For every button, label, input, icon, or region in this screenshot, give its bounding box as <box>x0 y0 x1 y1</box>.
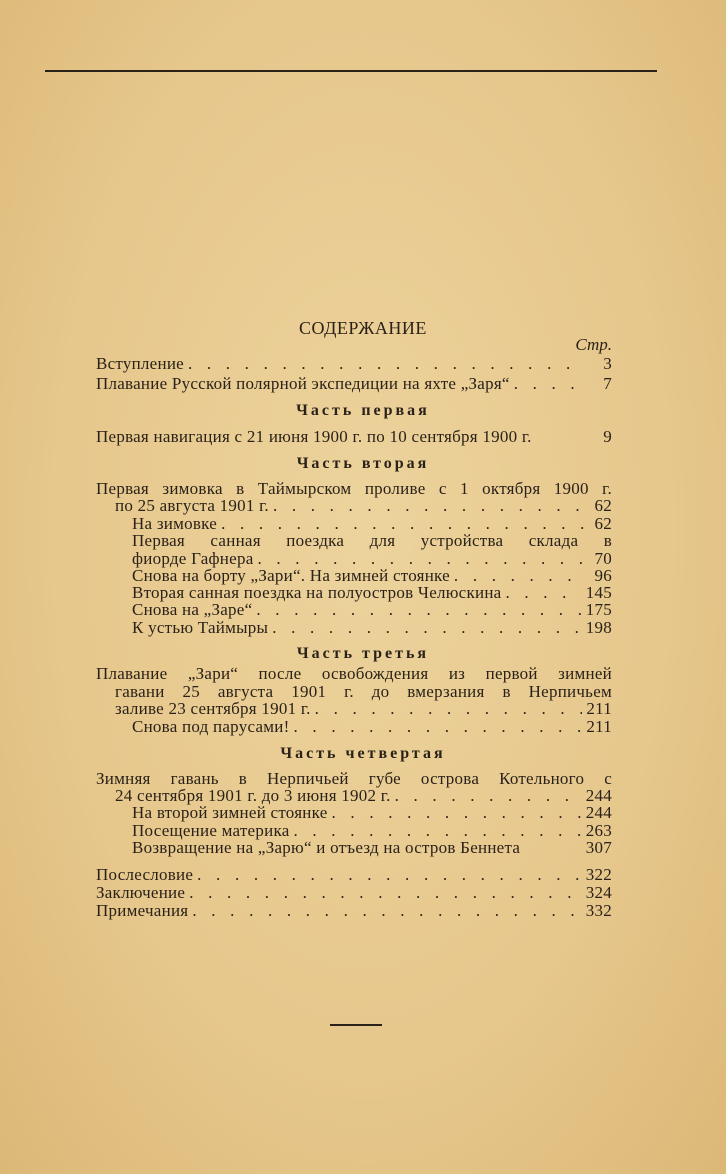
entry-title: 24 сентября 1901 г. до 3 июня 1902 г. <box>115 786 391 805</box>
dot-leader <box>505 584 581 602</box>
page-number: 175 <box>585 600 612 619</box>
dot-leader <box>514 375 586 393</box>
toc-entry <box>96 866 612 884</box>
dot-leader <box>197 866 582 884</box>
toc-entry-line <box>96 665 612 683</box>
top-rule <box>45 70 657 72</box>
entry-title: Зимняя гавань в Нерпичьей губе острова Котельного с <box>96 769 612 788</box>
toc-entry <box>132 804 612 822</box>
page-number: 244 <box>585 786 612 805</box>
toc-entry <box>96 375 612 393</box>
entry-title: Вторая санная поездка на полуостров Челюскина <box>132 583 502 602</box>
entry-title: Снова на „Заре“ <box>132 600 253 619</box>
entry-title: Плавание Русской полярной экспедиции на яхте „Заря“ <box>96 374 510 393</box>
page-number: 70 <box>594 549 612 568</box>
page-number: 62 <box>594 496 612 515</box>
entry-title: Снова под парусами! <box>132 717 290 736</box>
entry-title: Заключение <box>96 883 186 902</box>
part-heading: Часть четвертая <box>280 745 446 762</box>
toc-entry <box>96 902 612 920</box>
entry-title: Плавание „Зари“ после освобождения из первой зимней <box>96 664 612 683</box>
toc-entry <box>96 428 612 446</box>
dot-leader <box>256 601 581 619</box>
page-number: 244 <box>585 803 612 822</box>
dot-leader <box>272 619 582 637</box>
entry-title: Вступление <box>96 354 184 373</box>
page-number: 211 <box>586 699 612 718</box>
page-number: 96 <box>594 566 612 585</box>
entry-title: гавани 25 августа 1901 г. до вмерзания в Нерпичьем <box>115 682 612 701</box>
toc-entry <box>132 839 612 857</box>
entry-title: Первая зимовка в Таймырском проливе с 1 октября 1900 г. <box>96 479 612 498</box>
entry-title: Возвращение на „Зарю“ и отъезд на остров Беннета <box>132 838 521 857</box>
dot-leader <box>315 700 583 718</box>
entry-title: Послесловие <box>96 865 194 884</box>
page-number: 332 <box>585 901 612 920</box>
dot-leader <box>188 355 586 373</box>
dot-leader <box>273 497 586 515</box>
page-number: 198 <box>585 618 612 637</box>
page-number: 307 <box>585 838 612 857</box>
entry-title: Примечания <box>96 901 189 920</box>
toc-entry <box>115 497 612 515</box>
entry-title: Первая санная поездка для устройства склада в <box>132 531 612 550</box>
entry-title: К устью Таймыры <box>132 618 269 637</box>
dot-leader <box>294 718 583 736</box>
dot-leader <box>395 787 582 805</box>
toc-entry <box>132 619 612 637</box>
page-number: 62 <box>594 514 612 533</box>
entry-title: Снова на борту „Зари“. На зимней стоянке <box>132 566 450 585</box>
part-heading: Часть третья <box>296 645 430 662</box>
toc-entry <box>96 884 612 902</box>
part-heading: Часть вторая <box>296 455 430 472</box>
entry-title: фиорде Гафнера <box>132 549 254 568</box>
bottom-rule <box>330 1024 382 1026</box>
toc-entry <box>132 601 612 619</box>
entry-title: заливе 23 сентября 1901 г. <box>115 699 311 718</box>
page-number: 7 <box>603 374 612 393</box>
entry-title: по 25 августа 1901 г. <box>115 496 269 515</box>
part-heading: Часть первая <box>296 402 430 419</box>
toc-entry <box>115 700 612 718</box>
entry-title: Посещение материка <box>132 821 290 840</box>
page-number: 3 <box>603 354 612 373</box>
dot-leader <box>192 902 581 920</box>
page-number: 9 <box>603 427 612 446</box>
entry-title: Первая навигация с 21 июня 1900 г. по 10 сентября 1900 г. <box>96 427 532 446</box>
page-number: 145 <box>585 583 612 602</box>
page-number: 263 <box>585 821 612 840</box>
dot-leader <box>332 804 582 822</box>
dot-leader <box>189 884 582 902</box>
toc-entry <box>132 718 612 736</box>
page-number: 322 <box>585 865 612 884</box>
toc-entry-line <box>132 532 612 550</box>
page-title: СОДЕРЖАНИЕ <box>299 318 427 338</box>
page-number: 211 <box>586 717 612 736</box>
page-number: 324 <box>585 883 612 902</box>
toc-entry <box>96 355 612 373</box>
entry-title: На второй зимней стоянке <box>132 803 328 822</box>
entry-title: На зимовке <box>132 514 218 533</box>
page-column-label: Стр. <box>575 335 612 354</box>
